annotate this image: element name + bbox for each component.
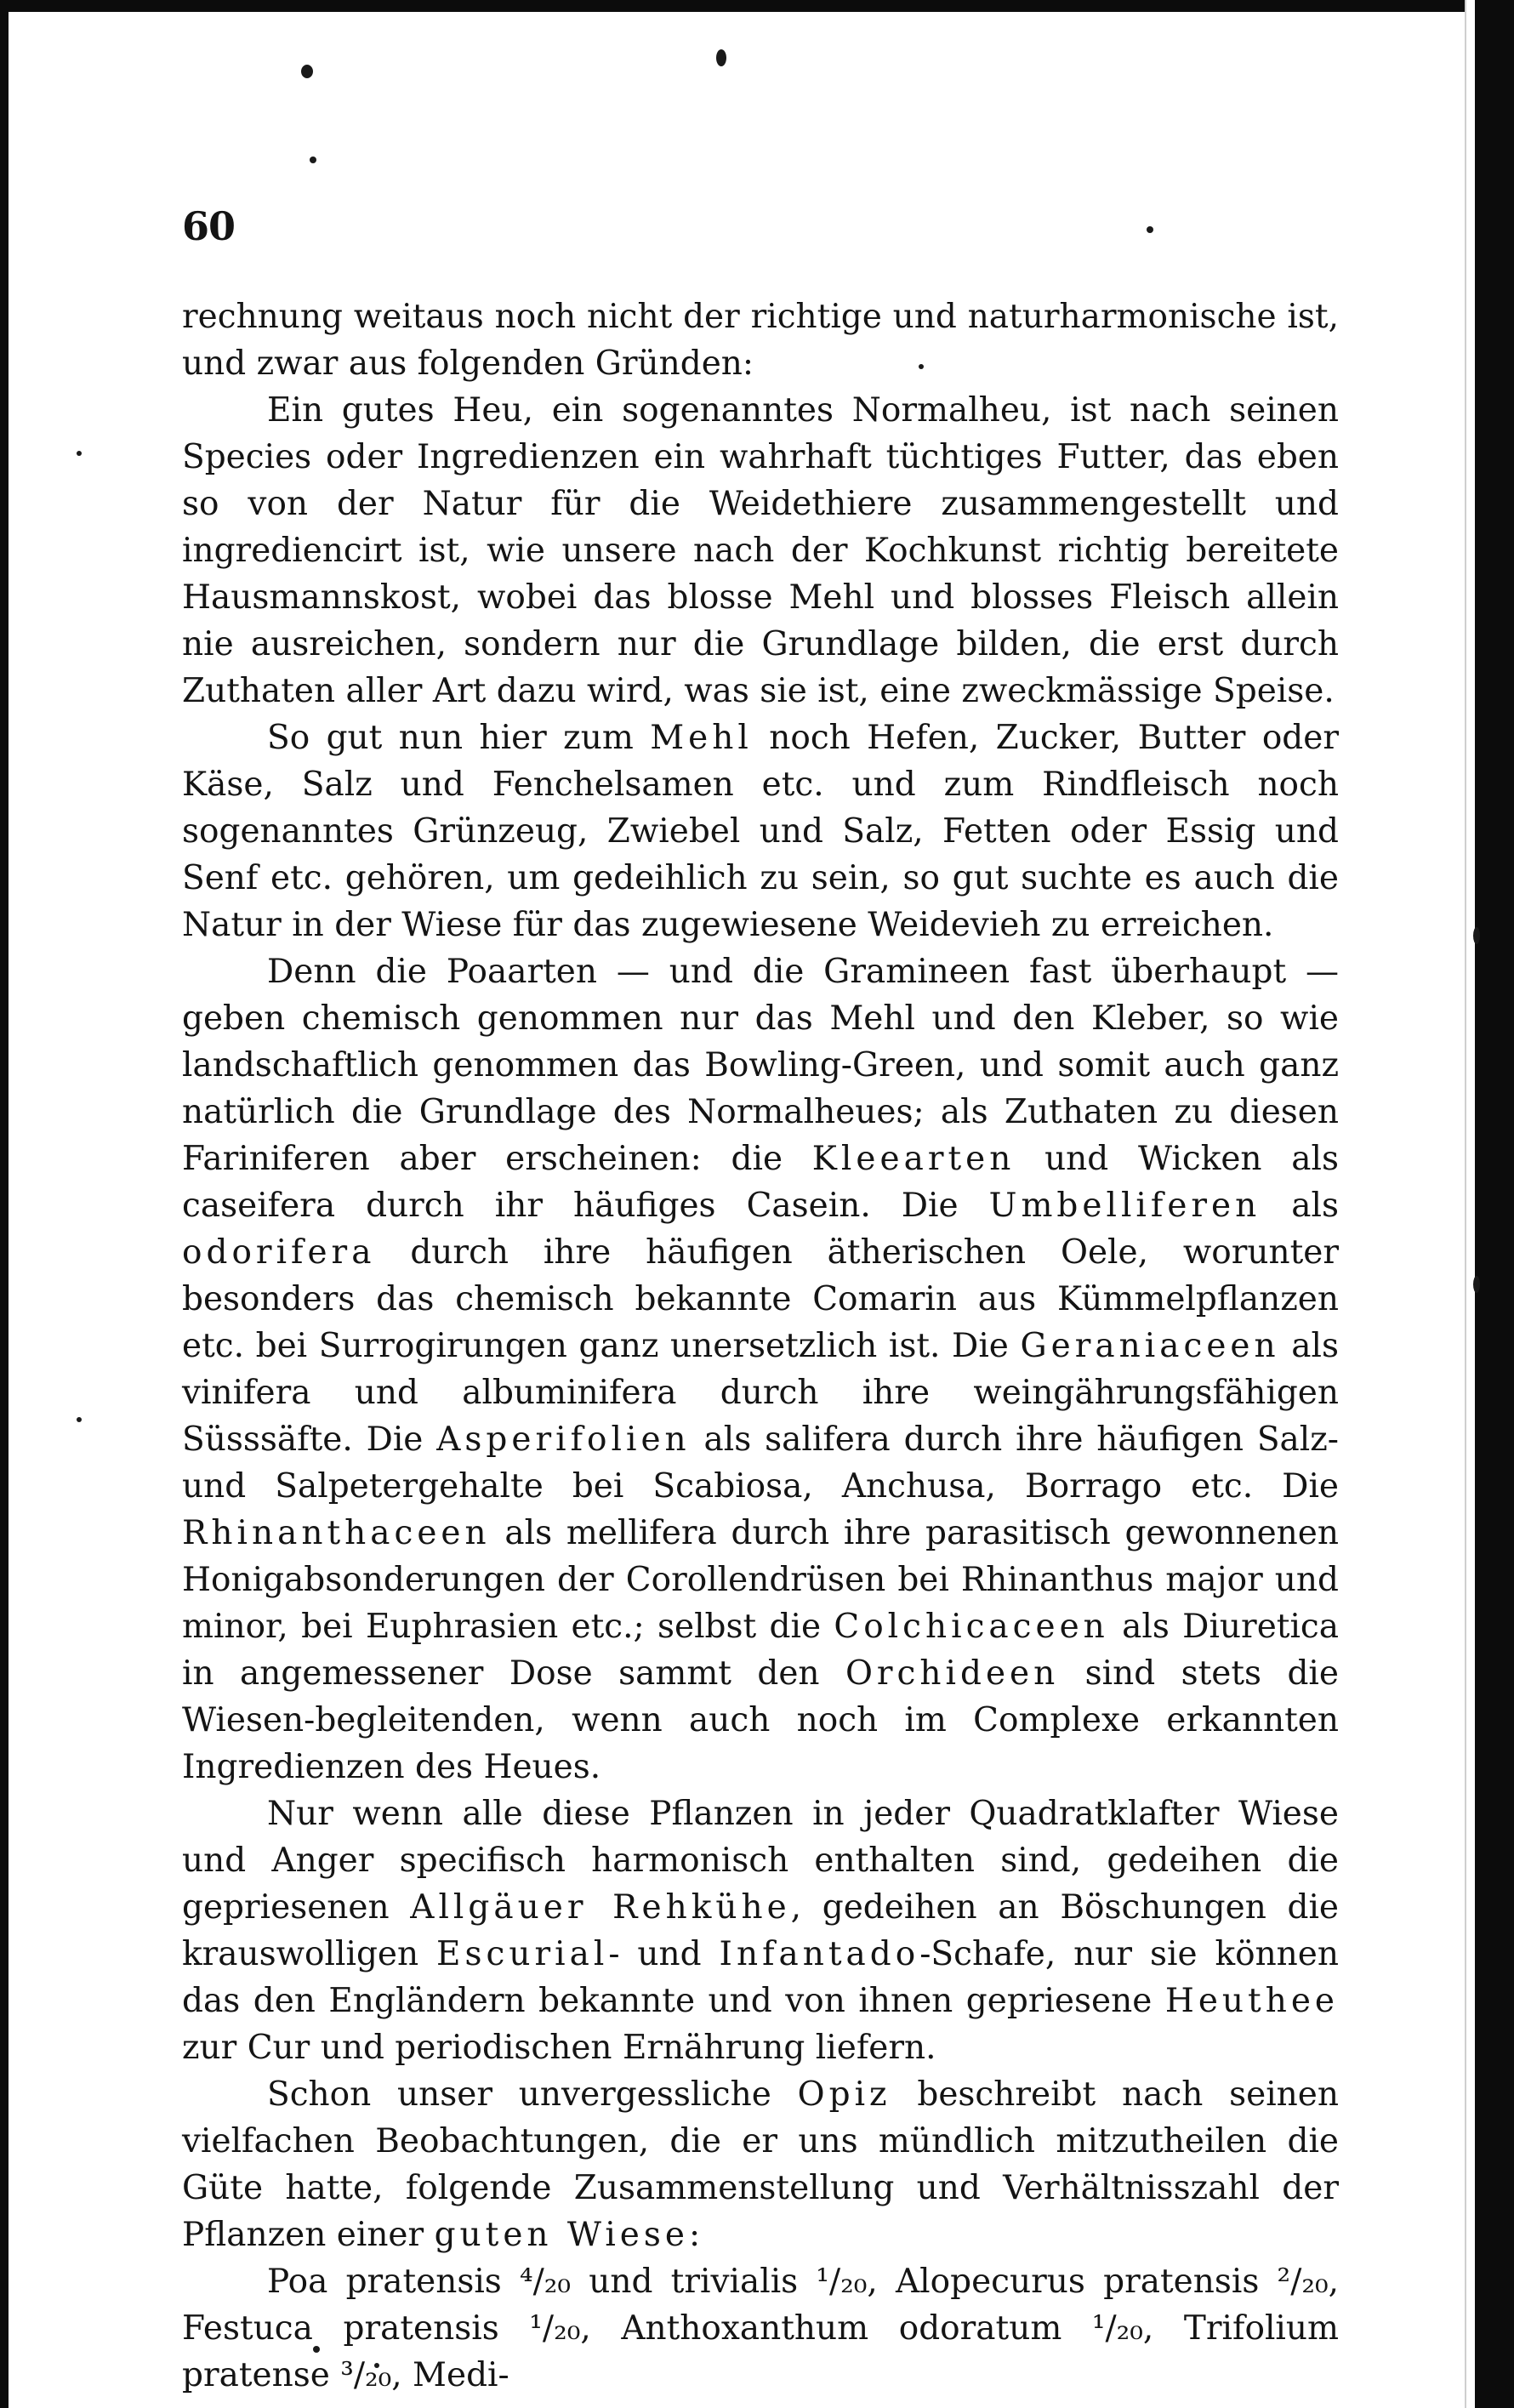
scan-speck xyxy=(77,1417,82,1422)
text-run: : xyxy=(688,2216,701,2254)
scan-border-top xyxy=(0,0,1514,12)
emphasized-term: Geraniaceen xyxy=(1020,1327,1280,1365)
text-run: als vinifera und albuminifera durch ihre weingährungsfähigen Süsssäfte. Die xyxy=(182,1327,1340,1459)
emphasized-term: Orchideen xyxy=(845,1654,1060,1693)
text-run: als Diuretica in angemessener Dose sammt den xyxy=(182,1608,1340,1693)
scan-speck xyxy=(301,65,313,78)
paragraph xyxy=(182,714,1339,948)
scan-speck xyxy=(310,157,316,163)
emphasized-term: Kleearten xyxy=(811,1140,1016,1178)
emphasized-term: Heuthee xyxy=(1164,1982,1339,2020)
text-run: sind stets die Wiesen-begleitenden, wenn auch noch im Complexe erkannten Ingredienzen des Heues. xyxy=(182,1654,1339,1786)
emphasized-term: Asperifolien xyxy=(436,1420,691,1459)
text-run: durch ihre häufigen ätherischen Oele, worunter besonders das chemisch bekannte Comarin aus Kümmelpflanzen etc. bei Surrogirungen ganz unersetzlich ist. Die xyxy=(182,1233,1339,1365)
scan-border-left xyxy=(0,0,9,2408)
emphasized-term: Escurial xyxy=(436,1935,609,1973)
text-run: als mellifera durch ihre parasitisch gewonnenen Honigabsonderungen der Corollendrüsen bei Rhinanthus major und minor, bei Euphrasien etc.; selbst die xyxy=(182,1514,1339,1646)
emphasized-term: Rhinanthaceen xyxy=(182,1514,491,1552)
text-run: , gedeihen an Böschungen die krauswolligen xyxy=(182,1888,1340,1973)
text-run: -Schafe, nur sie können das den Engländern bekannte und von ihnen gepriesene xyxy=(182,1935,1339,2020)
scan-speck xyxy=(716,49,726,66)
emphasized-term: Colchicaceen xyxy=(834,1608,1109,1646)
text-run: zur Cur und periodischen Ernährung liefern. xyxy=(182,2029,936,2067)
scan-speck xyxy=(1147,226,1153,233)
emphasized-term: Allgäuer Rehkühe xyxy=(410,1888,791,1927)
text-run: und Wicken als caseifera durch ihr häufiges Casein. Die xyxy=(182,1140,1339,1225)
page-number: 60 xyxy=(182,203,236,249)
scan-border-right xyxy=(1473,0,1514,2408)
text-run: als xyxy=(1261,1187,1339,1225)
scan-speck xyxy=(1473,1276,1480,1293)
emphasized-term: guten Wiese xyxy=(434,2216,689,2254)
text-run: beschreibt nach seinen vielfachen Beobachtungen, die er uns mündlich mitzutheilen die Güte hatte, folgende Zusammenstellung und Verhältnisszahl der Pflanzen einer xyxy=(182,2075,1339,2254)
emphasized-term: Mehl xyxy=(650,719,753,757)
body-text xyxy=(182,293,1339,2399)
scan-speck xyxy=(1473,927,1480,944)
text-run: Ein gutes Heu, ein sogenanntes Normalheu, ist nach seinen Species oder Ingredienzen ein wahrhaft tüchtiges Futter, das eben so von der Natur für die Weidethiere zusammengestellt und ingrediencirt ist, wie unsere nach der Kochkunst richtig bereitete Hausmannskost, wobei das blosse Mehl und blosses Fleisch allein nie ausreichen, sondern nur die Grundlage bilden, die erst durch Zuthaten aller Art dazu wird, was sie ist, eine zweckmässige Speise. xyxy=(182,391,1339,710)
paragraph xyxy=(182,293,1339,387)
paragraph xyxy=(182,387,1339,714)
text-run: als salifera durch ihre häufigen Salz- und Salpetergehalte bei Scabiosa, Anchusa, Borrago etc. Die xyxy=(182,1420,1339,1506)
text-run: Poa pratensis ⁴/₂₀ und trivialis ¹/₂₀, Alopecurus pratensis ²/₂₀, Festuca pratensis ¹/₂₀, Anthoxanthum odoratum ¹/₂₀, Trifolium pratense ³/₂₀, Medi- xyxy=(182,2263,1339,2394)
text-run: rechnung weitaus noch nicht der richtige und naturharmonische ist, und zwar aus folgenden Gründen: xyxy=(182,298,1339,383)
paragraph xyxy=(182,2071,1339,2258)
next-page-edge xyxy=(1465,0,1475,2408)
text-run: So gut nun hier zum xyxy=(267,719,651,757)
text-run: Schon unser unvergessliche xyxy=(267,2075,798,2114)
text-run: Nur wenn alle diese Pflanzen in jeder Quadratklafter Wiese und Anger specifisch harmonisch enthalten sind, gedeihen die gepriesenen xyxy=(182,1795,1339,1927)
scan-speck xyxy=(77,451,82,456)
paragraph xyxy=(182,1790,1339,2071)
emphasized-term: Opiz xyxy=(797,2075,891,2114)
text-run: - und xyxy=(608,1935,720,1973)
emphasized-term: Infantado xyxy=(719,1935,920,1973)
emphasized-term: Umbelliferen xyxy=(988,1187,1261,1225)
text-run: Denn die Poaarten — und die Gramineen fast überhaupt — geben chemisch genommen nur das Mehl und den Kleber, so wie landschaftlich genommen das Bowling-Green, und somit auch ganz natürlich die Grundlage des Normalheues; als Zuthaten zu diesen Fariniferen aber erscheinen: die xyxy=(182,953,1339,1178)
paragraph xyxy=(182,948,1339,1790)
paragraph xyxy=(182,2258,1339,2399)
text-run: noch Hefen, Zucker, Butter oder Käse, Salz und Fenchelsamen etc. und zum Rindfleisch noch sogenanntes Grünzeug, Zwiebel und Salz, Fetten oder Essig und Senf etc. gehören, um gedeihlich zu sein, so gut suchte es auch die Natur in der Wiese für das zugewiesene Weidevieh zu erreichen. xyxy=(182,719,1339,944)
emphasized-term: odorifera xyxy=(182,1233,376,1272)
